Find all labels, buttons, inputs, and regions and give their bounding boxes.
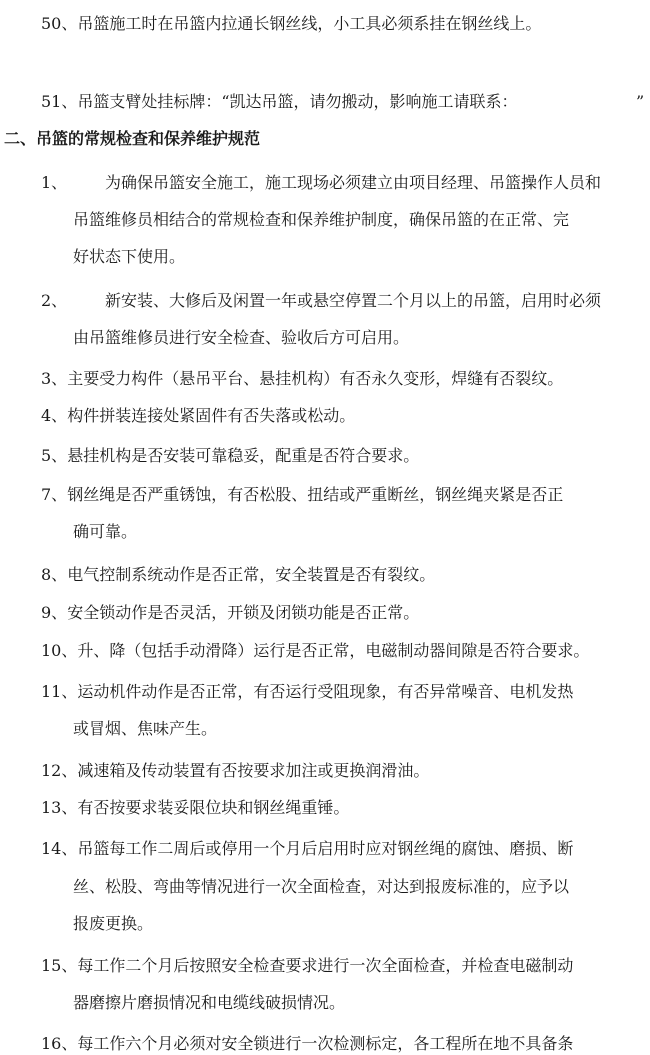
list-item-line: 或冒烟、焦味产生。	[73, 719, 218, 738]
list-item-11	[41, 681, 573, 703]
item-text: 每工作二个月后按照安全检查要求进行一次全面检查，并检查电磁制动	[77, 956, 574, 975]
item-text: 有否按要求装妥限位块和钢丝绳重锤。	[77, 798, 350, 817]
item-number: 9、	[41, 603, 68, 622]
item-text: 吊篮支臂处挂标牌：“凯达吊篮，请勿搬动，影响施工请联系：	[77, 92, 518, 111]
section-title: 吊篮的常规检查和保养维护规范	[36, 129, 261, 148]
list-item-line: 由吊篮维修员进行安全检查、验收后方可启用。	[73, 328, 410, 347]
list-item-14	[41, 838, 573, 860]
section-heading	[4, 128, 260, 150]
item-text: 运动机件动作是否正常，有否运行受阻现象，有否异常噪音、电机发热	[77, 682, 574, 701]
item-text: 钢丝绳是否严重锈蚀，有否松股、扭结或严重断丝，钢丝绳夹紧是否正	[67, 485, 564, 504]
item-text: 升、降（包括手动滑降）运行是否正常，电磁制动器间隙是否符合要求。	[77, 641, 590, 660]
item-number: 11、	[41, 682, 78, 701]
item-number: 7、	[41, 485, 68, 504]
item-text: 吊篮每工作二周后或停用一个月后启用时应对钢丝绳的腐蚀、磨损、断	[77, 839, 574, 858]
list-item-5	[41, 445, 419, 467]
list-item-16	[41, 1033, 573, 1055]
list-item-number: 2、	[41, 291, 68, 310]
item-text: 减速箱及传动装置有否按要求加注或更换润滑油。	[77, 761, 430, 780]
closing-quote: ”	[636, 92, 645, 111]
list-item-line: 为确保吊篮安全施工，施工现场必须建立由项目经理、吊篮操作人员和	[105, 173, 602, 192]
list-item-51	[41, 91, 518, 113]
item-number: 3、	[41, 369, 68, 388]
list-item-number: 1、	[41, 173, 68, 192]
list-item-line: 报废更换。	[73, 914, 154, 933]
list-item-4	[41, 405, 355, 427]
item-text: 悬挂机构是否安装可靠稳妥，配重是否符合要求。	[67, 446, 420, 465]
item-number: 13、	[41, 798, 78, 817]
item-text: 安全锁动作是否灵活，开锁及闭锁功能是否正常。	[67, 603, 420, 622]
list-item-10	[41, 640, 589, 662]
item-number: 8、	[41, 565, 68, 584]
item-number: 4、	[41, 406, 68, 425]
list-item-line: 确可靠。	[73, 522, 138, 541]
item-text: 每工作六个月必须对安全锁进行一次检测标定，各工程所在地不具备条	[77, 1034, 574, 1053]
list-item-15	[41, 955, 573, 977]
list-item-12	[41, 760, 429, 782]
item-text: 构件拼装连接处紧固件有否失落或松动。	[67, 406, 356, 425]
item-number: 51、	[41, 92, 78, 111]
list-item-13	[41, 797, 349, 819]
list-item-3	[41, 368, 563, 390]
item-number: 14、	[41, 839, 78, 858]
list-item-7	[41, 484, 563, 506]
list-item-8	[41, 564, 435, 586]
item-number: 5、	[41, 446, 68, 465]
list-item-line: 吊篮维修员相结合的常规检查和保养维护制度，确保吊篮的在正常、完	[73, 210, 570, 229]
item-text: 吊篮施工时在吊篮内拉通长钢丝线，小工具必须系挂在钢丝线上。	[77, 14, 542, 33]
list-item-9	[41, 602, 419, 624]
list-item-50	[41, 13, 541, 35]
list-item-line: 好状态下使用。	[73, 247, 186, 266]
item-number: 12、	[41, 761, 78, 780]
list-item-line: 丝、松股、弯曲等情况进行一次全面检查，对达到报废标准的，应予以	[73, 877, 570, 896]
item-number: 50、	[41, 14, 78, 33]
list-item-line: 新安装、大修后及闲置一年或悬空停置二个月以上的吊篮，启用时必须	[105, 291, 602, 310]
item-text: 主要受力构件（悬吊平台、悬挂机构）有否永久变形，焊缝有否裂纹。	[67, 369, 564, 388]
section-number: 二、	[4, 129, 37, 148]
item-number: 16、	[41, 1034, 78, 1053]
item-text: 电气控制系统动作是否正常，安全装置是否有裂纹。	[67, 565, 436, 584]
item-number: 10、	[41, 641, 78, 660]
list-item-line: 器磨擦片磨损情况和电缆线破损情况。	[73, 993, 346, 1012]
item-number: 15、	[41, 956, 78, 975]
